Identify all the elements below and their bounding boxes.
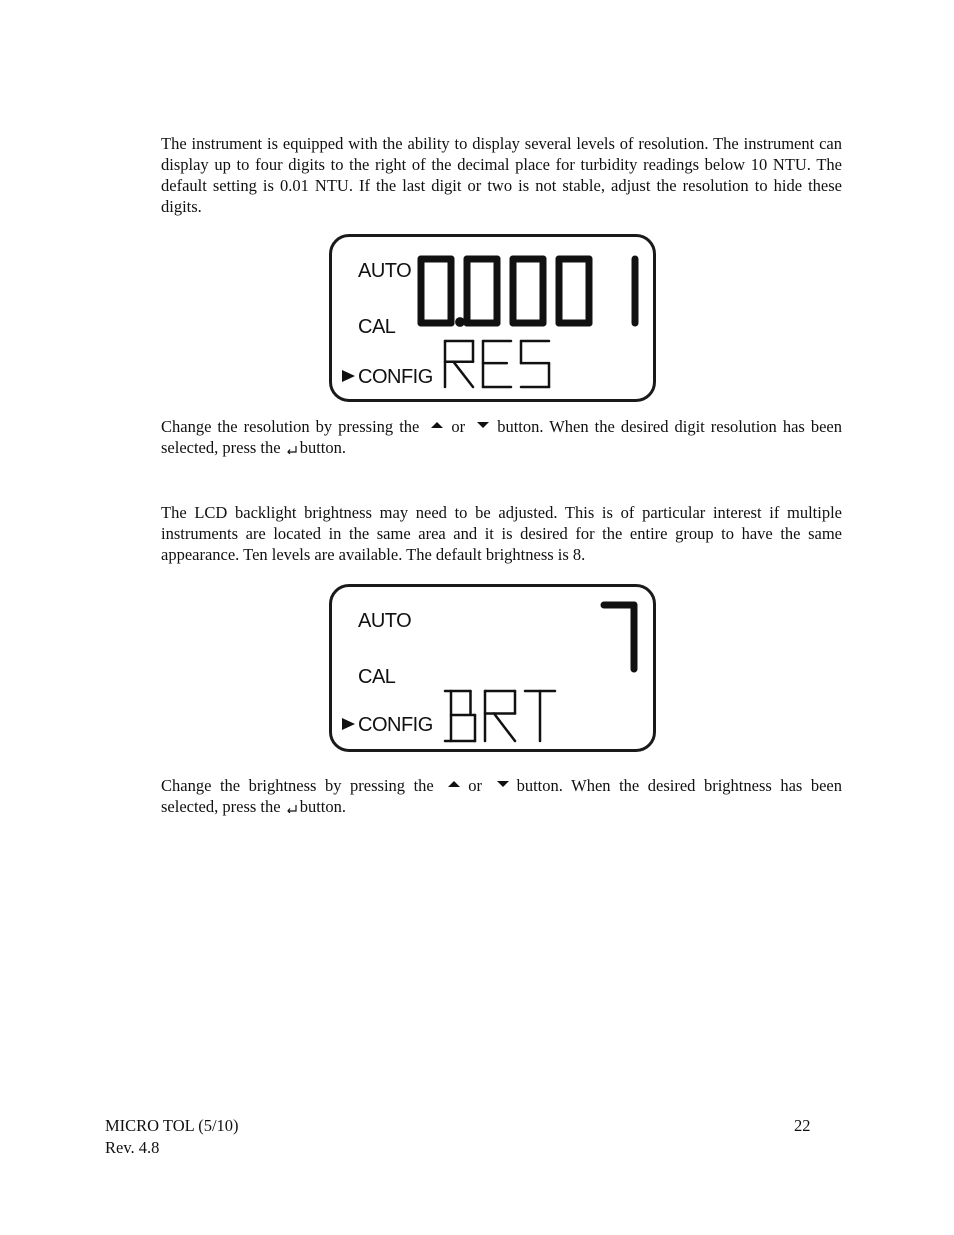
footer-doc-title: MICRO TOL (5/10) xyxy=(105,1116,239,1135)
lcd-main-value xyxy=(604,605,634,669)
lcd-label-auto: AUTO xyxy=(358,260,412,282)
lcd-label-config: CONFIG xyxy=(358,366,433,388)
brightness-intro-paragraph xyxy=(161,502,842,565)
lcd-segment-display xyxy=(332,237,653,399)
lcd-main-value xyxy=(421,259,635,327)
brightness-change-text-b: button. When the desired brightness has been selected, press the xyxy=(161,776,843,816)
lcd-display-resolution xyxy=(329,234,656,402)
down-triangle-icon xyxy=(497,781,509,787)
lcd-label-auto: AUTO xyxy=(358,610,412,632)
lcd-label-cal: CAL xyxy=(358,666,396,688)
enter-icon xyxy=(287,805,298,813)
lcd-label-config: CONFIG xyxy=(358,714,433,736)
resolution-change-text-a: Change the resolution by pressing the xyxy=(161,417,420,436)
resolution-intro-paragraph xyxy=(161,133,842,217)
footer-revision: Rev. 4.8 xyxy=(105,1138,160,1157)
resolution-change-text-c: button. xyxy=(299,438,346,457)
enter-icon xyxy=(287,446,298,454)
brightness-change-text-c: button. xyxy=(299,797,346,816)
brightness-change-or: or xyxy=(468,776,483,795)
up-triangle-icon xyxy=(448,781,460,787)
resolution-change-text-b: button. When the desired digit resolution has been selected, press the xyxy=(161,417,842,457)
down-triangle-icon xyxy=(477,422,489,428)
brightness-intro-text: The LCD backlight brightness may need to be adjusted. This is of particular interest if multiple instruments are located in the same area and it is desired for the entire group to have the same appearance. Ten levels are available. The default brightness is 8. xyxy=(161,503,842,564)
resolution-intro-text: The instrument is equipped with the ability to display several levels of resolution. The instrument can display up to four digits to the right of the decimal place for turbidity readings below 10 NTU. The default setting is 0.01 NTU. If the last digit or two is not stable, adjust the resolution to hide these digits. xyxy=(161,134,842,216)
lcd-display-brightness xyxy=(329,584,656,752)
brightness-change-text-a: Change the brightness by pressing the xyxy=(161,776,434,795)
brightness-change-paragraph xyxy=(161,775,842,817)
resolution-change-or: or xyxy=(451,417,466,436)
lcd-label-cal: CAL xyxy=(358,316,396,338)
resolution-change-paragraph xyxy=(161,416,842,458)
lcd-sub-text xyxy=(445,341,549,387)
footer-page-number: 22 xyxy=(794,1116,811,1135)
lcd-segment-display xyxy=(332,587,653,749)
lcd-sub-text xyxy=(445,691,555,741)
up-triangle-icon xyxy=(431,422,443,428)
